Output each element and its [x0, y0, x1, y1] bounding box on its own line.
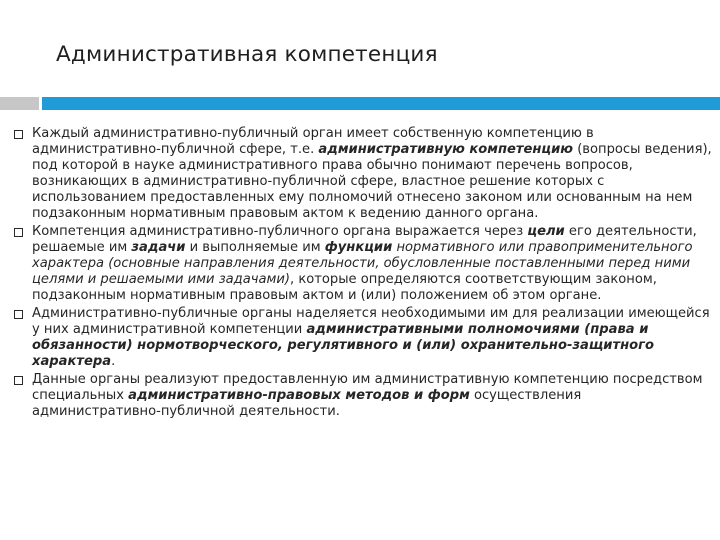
- text-segment: Компетенция административно-публичного органа выражается через: [32, 224, 528, 239]
- bullet-item: [14, 372, 714, 420]
- bullet-text: [32, 306, 710, 369]
- bullet-text: [32, 372, 703, 419]
- square-bullet-icon: [14, 376, 23, 385]
- title-divider-left: [0, 97, 39, 110]
- text-segment: (вопросы ведения), под которой в науке административного права обычно понимают перечень вопросов, возникающих в административно-публичной сфере, властное решение которых с использованием предоставленных ему полномочий отнесено законом или основанным на нем подзаконным нормативным правовым актом к ведению данного органа.: [32, 142, 712, 221]
- emphasis-segment: административными полномочиями (права и обязанности) нормотворческого, регулятивного и (или) охранительно-защитного характера: [32, 322, 654, 369]
- text-segment: осуществления административно-публичной деятельности.: [32, 388, 582, 419]
- bullet-item: [14, 306, 714, 370]
- text-segment: .: [111, 354, 116, 369]
- text-segment: , которые определяются соответствующим законом, подзаконным нормативным правовым актом и (или) положением об этом органе.: [32, 272, 657, 303]
- emphasis-segment: административно-правовых методов и форм: [128, 388, 470, 403]
- text-segment: Данные органы реализуют предоставленную им административную компетенцию посредством специальных: [32, 372, 703, 403]
- bullet-text: [32, 224, 697, 303]
- text-segment: и выполняемые им: [185, 240, 325, 255]
- bullet-item: [14, 224, 714, 304]
- text-segment: Каждый административно-публичный орган имеет собственную компетенцию в административно-публичной сфере, т.е.: [32, 126, 594, 157]
- emphasis-segment: нормативного или правоприменительного характера (основные направления деятельности, обусловленные поставленными перед ними целями и решаемыми ими задачами): [32, 240, 693, 287]
- title-divider-accent: [42, 97, 720, 110]
- square-bullet-icon: [14, 228, 23, 237]
- bullet-list: [14, 126, 714, 422]
- emphasis-segment: функции: [324, 240, 393, 255]
- text-segment: Административно-публичные органы наделяется необходимыми им для реализации имеющейся у них административной компетенции: [32, 306, 710, 337]
- emphasis-segment: задачи: [131, 240, 186, 255]
- text-segment: его деятельности, решаемые им: [32, 224, 697, 255]
- bullet-text: [32, 126, 712, 221]
- square-bullet-icon: [14, 310, 23, 319]
- square-bullet-icon: [14, 130, 23, 139]
- emphasis-segment: административную компетенцию: [318, 142, 574, 157]
- emphasis-segment: цели: [527, 224, 565, 239]
- bullet-item: [14, 126, 714, 222]
- slide-title: Административная компетенция: [56, 42, 438, 67]
